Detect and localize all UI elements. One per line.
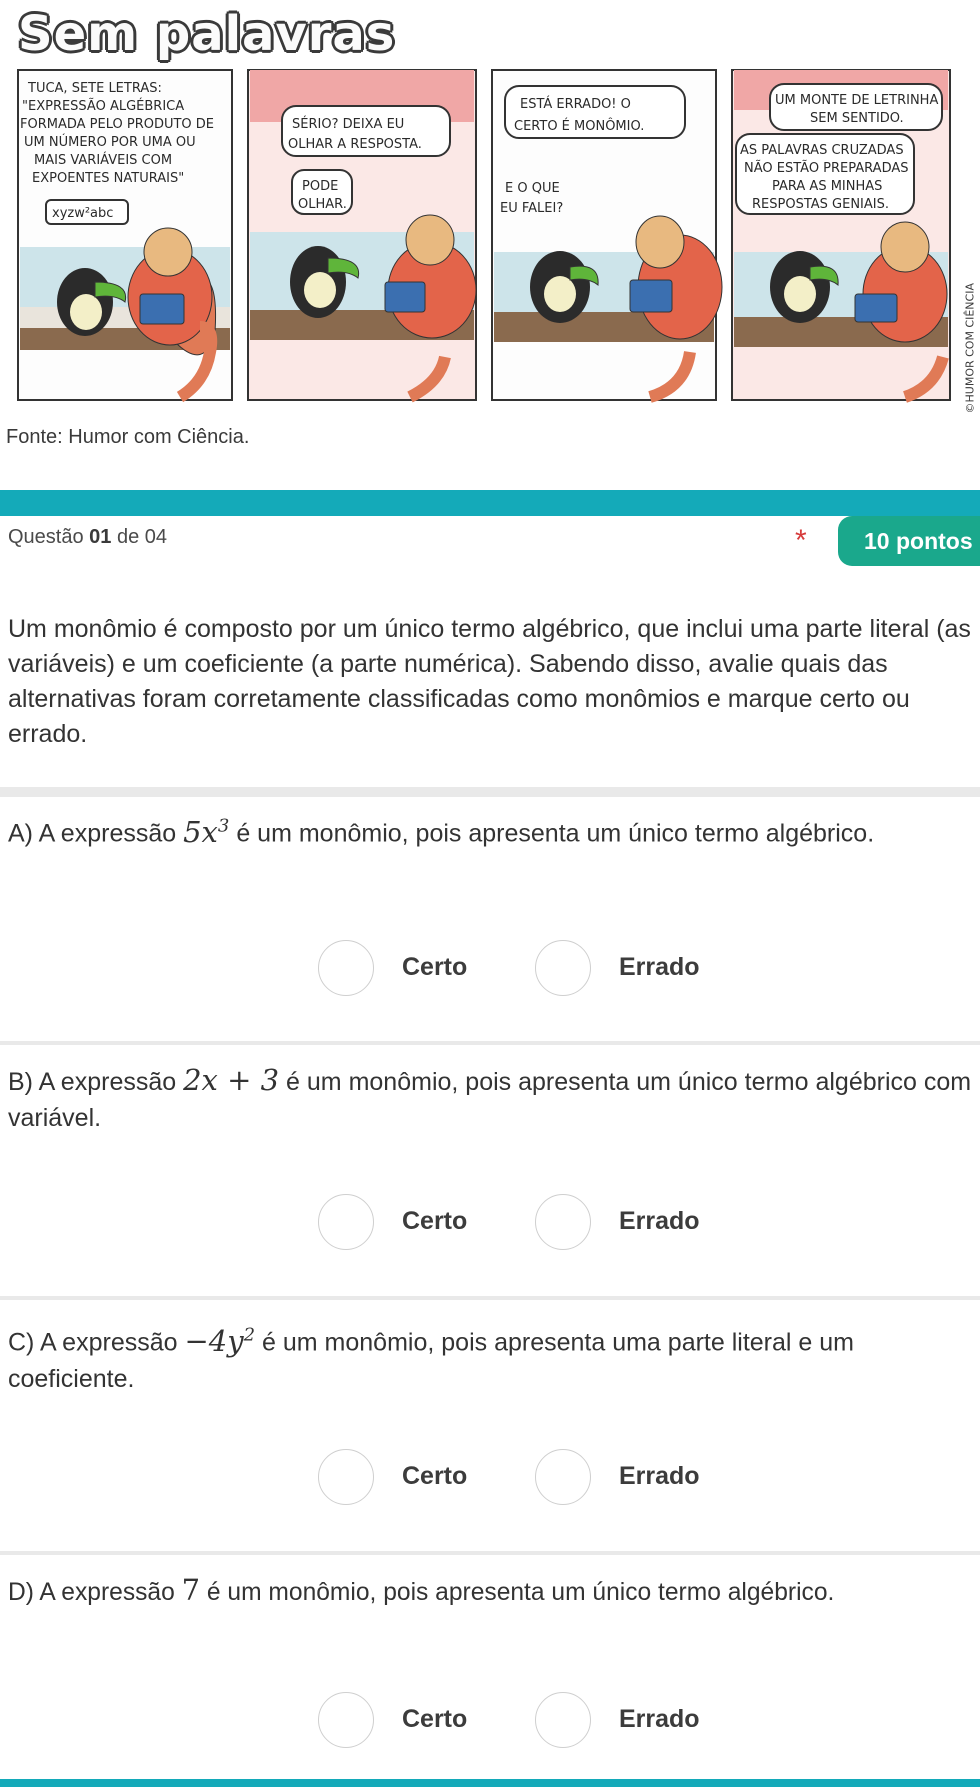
item-a-errado-option[interactable] bbox=[535, 940, 715, 1000]
p1-line-4: MAIS VARIÁVEIS COM bbox=[34, 153, 173, 168]
p3-line-b0: E O QUE bbox=[505, 181, 560, 196]
item-b-certo-option[interactable] bbox=[318, 1194, 478, 1254]
item-c-math: $-4y^2$ bbox=[184, 1323, 256, 1358]
item-b-math: 2x + 3 bbox=[183, 1063, 280, 1097]
p4-line-a1: SEM SENTIDO. bbox=[810, 111, 904, 126]
comic-credit: ©HUMOR COM CIÊNCIA bbox=[963, 283, 977, 414]
p1-line-0: TUCA, SETE LETRAS: bbox=[28, 81, 162, 96]
comic-title: Sem palavras bbox=[18, 6, 396, 62]
question-counter: Questão 01 de 04 bbox=[8, 526, 168, 548]
item-a-certo-option[interactable] bbox=[318, 940, 478, 1000]
p3-line-a1: CERTO É MONÔMIO. bbox=[514, 119, 645, 134]
p3-line-a0: ESTÁ ERRADO! O bbox=[520, 97, 631, 112]
item-a-certo-radio[interactable] bbox=[318, 940, 374, 996]
item-d-errado-radio[interactable] bbox=[535, 1692, 591, 1748]
question-statement: Um monômio é composto por um único termo algébrico, que inclui uma parte literal (as variáveis) e um coeficiente (a parte numérica). Sabendo disso, avalie quais das alternativas foram corretamente classificadas como monômios e marque certo ou errado. bbox=[8, 615, 971, 748]
divider bbox=[0, 1296, 980, 1300]
p4-line-a0: UM MONTE DE LETRINHA bbox=[775, 93, 939, 108]
item-d-errado-option[interactable] bbox=[535, 1692, 715, 1752]
p1-board: xyzw²abc bbox=[52, 206, 114, 221]
p2-line-a0: SÉRIO? DEIXA EU bbox=[292, 117, 405, 132]
item-c-errado-option[interactable] bbox=[535, 1449, 715, 1509]
p1-line-5: EXPOENTES NATURAIS" bbox=[32, 171, 185, 186]
item-c-errado-radio[interactable] bbox=[535, 1449, 591, 1505]
p2-line-b0: PODE bbox=[302, 179, 339, 194]
item-b-errado-radio[interactable] bbox=[535, 1194, 591, 1250]
item-a-errado-label: Errado bbox=[619, 953, 700, 981]
p3-line-b1: EU FALEI? bbox=[500, 201, 564, 216]
header-band bbox=[0, 490, 980, 516]
divider bbox=[0, 1041, 980, 1045]
item-d-math: 7 bbox=[181, 1573, 201, 1607]
item-d-certo-radio[interactable] bbox=[318, 1692, 374, 1748]
item-d-errado-label: Errado bbox=[619, 1705, 700, 1733]
item-a-options bbox=[0, 940, 980, 1000]
p2-line-a1: OLHAR A RESPOSTA. bbox=[288, 137, 422, 152]
item-c-certo-label: Certo bbox=[402, 1462, 468, 1490]
item-c-certo-option[interactable] bbox=[318, 1449, 478, 1509]
p4-line-b3: RESPOSTAS GENIAIS. bbox=[752, 197, 889, 212]
p2-line-b1: OLHAR. bbox=[298, 197, 347, 212]
item-c-options bbox=[0, 1449, 980, 1509]
item-c-errado-label: Errado bbox=[619, 1462, 700, 1490]
comic-strip bbox=[0, 0, 980, 455]
item-d-certo-label: Certo bbox=[402, 1705, 468, 1733]
item-a-math: $5x^3$ bbox=[183, 814, 230, 849]
item-c-certo-radio[interactable] bbox=[318, 1449, 374, 1505]
item-a-errado-radio[interactable] bbox=[535, 940, 591, 996]
item-b-certo-label: Certo bbox=[402, 1207, 468, 1235]
p4-line-b0: AS PALAVRAS CRUZADAS bbox=[740, 143, 904, 158]
item-c-text: C) A expressão $-4y^2$ é um monômio, pois apresenta uma parte literal e um coeficiente. bbox=[8, 1323, 854, 1393]
p4-line-b2: PARA AS MINHAS bbox=[772, 179, 883, 194]
item-a-certo-label: Certo bbox=[402, 953, 468, 981]
item-d-certo-option[interactable] bbox=[318, 1692, 478, 1752]
item-b-text: B) A expressão 2x + 3 é um monômio, pois apresenta um único termo algébrico com variável. bbox=[8, 1063, 972, 1132]
p1-line-3: UM NÚMERO POR UMA OU bbox=[24, 135, 196, 150]
item-b-errado-option[interactable] bbox=[535, 1194, 715, 1254]
comic-panels bbox=[0, 62, 960, 422]
item-b-options bbox=[0, 1194, 980, 1254]
p1-line-2: FORMADA PELO PRODUTO DE bbox=[20, 117, 215, 132]
footer-band bbox=[0, 1779, 980, 1787]
item-b-errado-label: Errado bbox=[619, 1207, 700, 1235]
item-d-text: D) A expressão 7 é um monômio, pois apresenta um único termo algébrico. bbox=[8, 1573, 835, 1607]
item-b-certo-radio[interactable] bbox=[318, 1194, 374, 1250]
item-d-options bbox=[0, 1692, 980, 1752]
p4-line-b1: NÃO ESTÃO PREPARADAS bbox=[744, 161, 909, 176]
divider bbox=[0, 787, 980, 797]
item-a-text: A) A expressão $5x^3$ é um monômio, pois apresenta um único termo algébrico. bbox=[8, 814, 875, 849]
required-asterisk-icon: * bbox=[795, 524, 807, 557]
points-badge: 10 pontos bbox=[838, 516, 980, 566]
divider bbox=[0, 1551, 980, 1555]
comic-caption: Fonte: Humor com Ciência. bbox=[6, 426, 250, 448]
p1-line-1: "EXPRESSÃO ALGÉBRICA bbox=[22, 99, 185, 114]
question-header bbox=[0, 516, 980, 576]
